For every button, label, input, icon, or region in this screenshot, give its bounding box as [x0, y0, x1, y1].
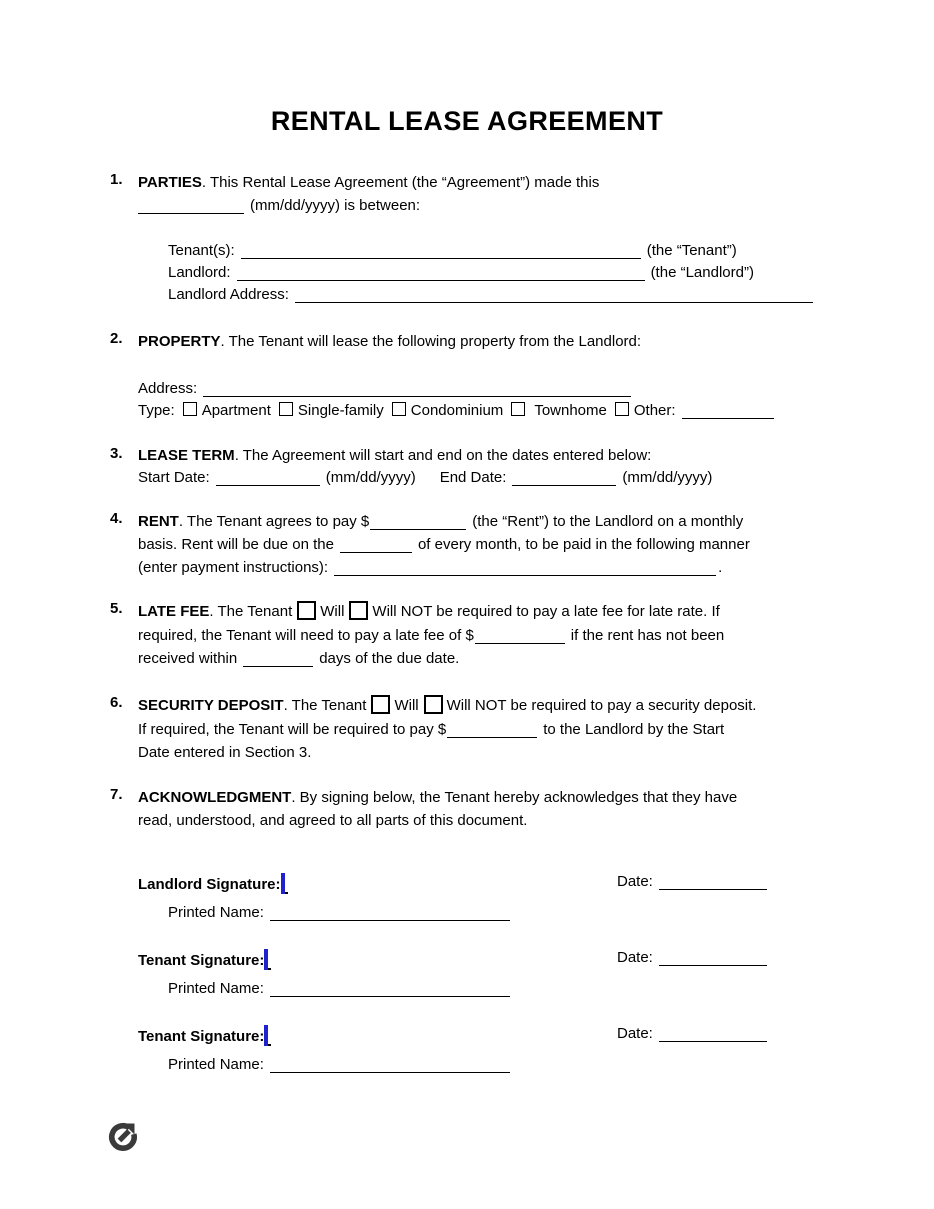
parties-date-note: (mm/dd/yyyy) is between: — [250, 197, 421, 214]
end-date-format: (mm/dd/yyyy) — [622, 469, 713, 486]
acknowledgment-intro-text: . By signing below, the Tenant hereby acknowledges that they have — [291, 789, 738, 806]
deposit-amount-blank — [447, 722, 537, 738]
tenant-signature-label: Tenant Signature: — [138, 1027, 265, 1045]
section-heading: SECURITY DEPOSIT — [138, 697, 284, 714]
deposit-will-checkbox[interactable] — [371, 695, 390, 714]
landlord-date-blank — [659, 874, 767, 890]
landlord-tag: (the “Landlord”) — [650, 264, 754, 281]
tenant-printed-name-row-1 — [168, 978, 516, 1000]
landlord-signature-row — [138, 870, 878, 898]
deposit-will-label: Will — [394, 697, 419, 714]
tenant-signature-line — [264, 1027, 271, 1046]
other-checkbox[interactable] — [615, 402, 629, 416]
start-date-label: Start Date: — [138, 469, 210, 486]
landlord-signature-label: Landlord Signature: — [138, 875, 281, 893]
tenant-name-blank — [241, 243, 641, 259]
apartment-checkbox[interactable] — [183, 402, 197, 416]
printed-name-label: Printed Name: — [168, 1056, 264, 1073]
tenant-signature-row-1 — [138, 946, 878, 974]
start-date-blank — [216, 470, 320, 486]
late-fee-will-checkbox[interactable] — [297, 601, 316, 620]
section-heading: LEASE TERM — [138, 447, 235, 464]
type-option-single-family: Single-family — [297, 401, 384, 419]
tenant-printed-name-row-2 — [168, 1054, 516, 1076]
lease-term-intro-text: . The Agreement will start and end on the dates entered below: — [234, 447, 652, 464]
late-fee-line3-after: days of the due date. — [319, 650, 460, 667]
section-number: 3. — [110, 445, 123, 462]
rent-line3-period: . — [718, 559, 723, 576]
late-fee-will-label: Will — [320, 603, 345, 620]
type-option-condominium: Condominium — [410, 401, 504, 419]
tenant-signature-row-2 — [138, 1022, 878, 1050]
property-address-blank — [203, 381, 631, 397]
section-number: 7. — [110, 786, 123, 803]
date-label: Date: — [617, 873, 653, 890]
tenant-signature-field-2[interactable] — [264, 1025, 268, 1046]
property-fields — [138, 378, 780, 421]
landlord-printed-name-blank — [270, 905, 510, 921]
tenant-signature-field-1[interactable] — [264, 949, 268, 970]
rent-line1-after: (the “Rent”) to the Landlord on a monthly — [472, 513, 744, 530]
printed-name-label: Printed Name: — [168, 980, 264, 997]
landlord-signature-field[interactable] — [281, 873, 285, 894]
deposit-line2-text: If required, the Tenant will be required to pay $ — [138, 720, 447, 738]
landlord-printed-name-row — [168, 902, 516, 924]
property-type-row — [138, 400, 780, 422]
landlord-address-label: Landlord Address: — [168, 286, 289, 303]
parties-fields — [168, 240, 819, 306]
circular-arrow-logo-icon — [106, 1118, 142, 1154]
rent-line2-after: of every month, to be paid in the following manner — [417, 536, 750, 553]
type-option-other: Other: — [633, 401, 676, 419]
late-fee-line1-text: . The Tenant — [209, 603, 293, 620]
type-option-apartment: Apartment — [201, 401, 271, 419]
late-fee-days-blank — [243, 651, 313, 667]
section-late-fee — [110, 600, 840, 671]
tenant-printed-name-blank-2 — [270, 1057, 510, 1073]
tenant-date-group-1 — [617, 949, 773, 966]
type-option-townhome: Townhome — [534, 401, 607, 419]
landlord-name-blank — [237, 265, 645, 281]
property-address-row — [138, 378, 780, 400]
deposit-line1-text: . The Tenant — [283, 697, 367, 714]
property-intro-text: . The Tenant will lease the following property from the Landlord: — [220, 333, 642, 350]
acknowledgment-line2-text: read, understood, and agreed to all parts of this document. — [138, 812, 528, 829]
end-date-label: End Date: — [439, 469, 507, 486]
late-fee-line3-text: received within — [138, 650, 238, 667]
section-property — [110, 330, 840, 353]
property-type-label: Type: — [138, 401, 175, 419]
tenant-date-group-2 — [617, 1025, 773, 1042]
section-parties — [110, 171, 840, 217]
parties-intro-text: . This Rental Lease Agreement (the “Agreement”) made this — [201, 174, 600, 191]
section-acknowledgment — [110, 786, 840, 832]
rent-line3-text: (enter payment instructions): — [138, 559, 329, 576]
other-type-blank — [682, 403, 774, 419]
section-lease-term — [110, 445, 840, 489]
late-fee-will-not-text: Will NOT be required to pay a late fee for late rate. If — [372, 603, 720, 620]
tenant-printed-name-blank-1 — [270, 981, 510, 997]
late-fee-will-not-checkbox[interactable] — [349, 601, 368, 620]
section-number: 4. — [110, 510, 123, 527]
tenant-date-blank-1 — [659, 950, 767, 966]
rent-due-day-blank — [340, 537, 412, 553]
landlord-label: Landlord: — [168, 264, 231, 281]
date-label: Date: — [617, 949, 653, 966]
tenant-signature-line — [264, 951, 271, 970]
deposit-line2-after: to the Landlord by the Start — [543, 720, 725, 738]
section-number: 1. — [110, 171, 123, 188]
rent-amount-blank — [370, 514, 466, 530]
section-heading: PROPERTY — [138, 333, 221, 350]
single-family-checkbox[interactable] — [279, 402, 293, 416]
payment-instructions-blank — [334, 560, 716, 576]
late-fee-line2-text: required, the Tenant will need to pay a late fee of $ — [138, 626, 474, 644]
late-fee-amount-blank — [475, 628, 565, 644]
tenant-tag: (the “Tenant”) — [646, 242, 737, 259]
condominium-checkbox[interactable] — [392, 402, 406, 416]
start-date-format: (mm/dd/yyyy) — [325, 469, 416, 486]
landlord-address-row — [168, 284, 819, 306]
landlord-address-blank — [295, 287, 813, 303]
late-fee-line2-after: if the rent has not been — [570, 626, 725, 644]
section-heading: PARTIES — [138, 174, 202, 191]
deposit-will-not-text: Will NOT be required to pay a security deposit. — [446, 697, 757, 714]
deposit-will-not-checkbox[interactable] — [424, 695, 443, 714]
tenant-label: Tenant(s): — [168, 242, 235, 259]
section-rent — [110, 510, 840, 579]
section-heading: LATE FEE — [138, 603, 210, 620]
rent-line2-text: basis. Rent will be due on the — [138, 536, 334, 553]
section-number: 5. — [110, 600, 123, 617]
document-title: RENTAL LEASE AGREEMENT — [270, 106, 664, 136]
landlord-date-group — [617, 873, 773, 890]
section-number: 2. — [110, 330, 123, 347]
landlord-field-row — [168, 262, 819, 284]
townhome-checkbox[interactable] — [511, 402, 525, 416]
section-heading: RENT — [138, 513, 179, 530]
rent-line1-text: . The Tenant agrees to pay $ — [178, 513, 370, 530]
date-label: Date: — [617, 1025, 653, 1042]
printed-name-label: Printed Name: — [168, 904, 264, 921]
section-heading: ACKNOWLEDGMENT — [138, 789, 292, 806]
section-number: 6. — [110, 694, 123, 711]
landlord-signature-line — [281, 875, 288, 894]
deposit-line3-text: Date entered in Section 3. — [138, 744, 312, 761]
property-address-label: Address: — [138, 380, 198, 397]
section-security-deposit — [110, 694, 840, 765]
tenant-signature-label: Tenant Signature: — [138, 951, 265, 969]
tenant-date-blank-2 — [659, 1026, 767, 1042]
end-date-blank — [512, 470, 616, 486]
agreement-date-blank — [138, 198, 244, 214]
tenant-field-row — [168, 240, 819, 262]
